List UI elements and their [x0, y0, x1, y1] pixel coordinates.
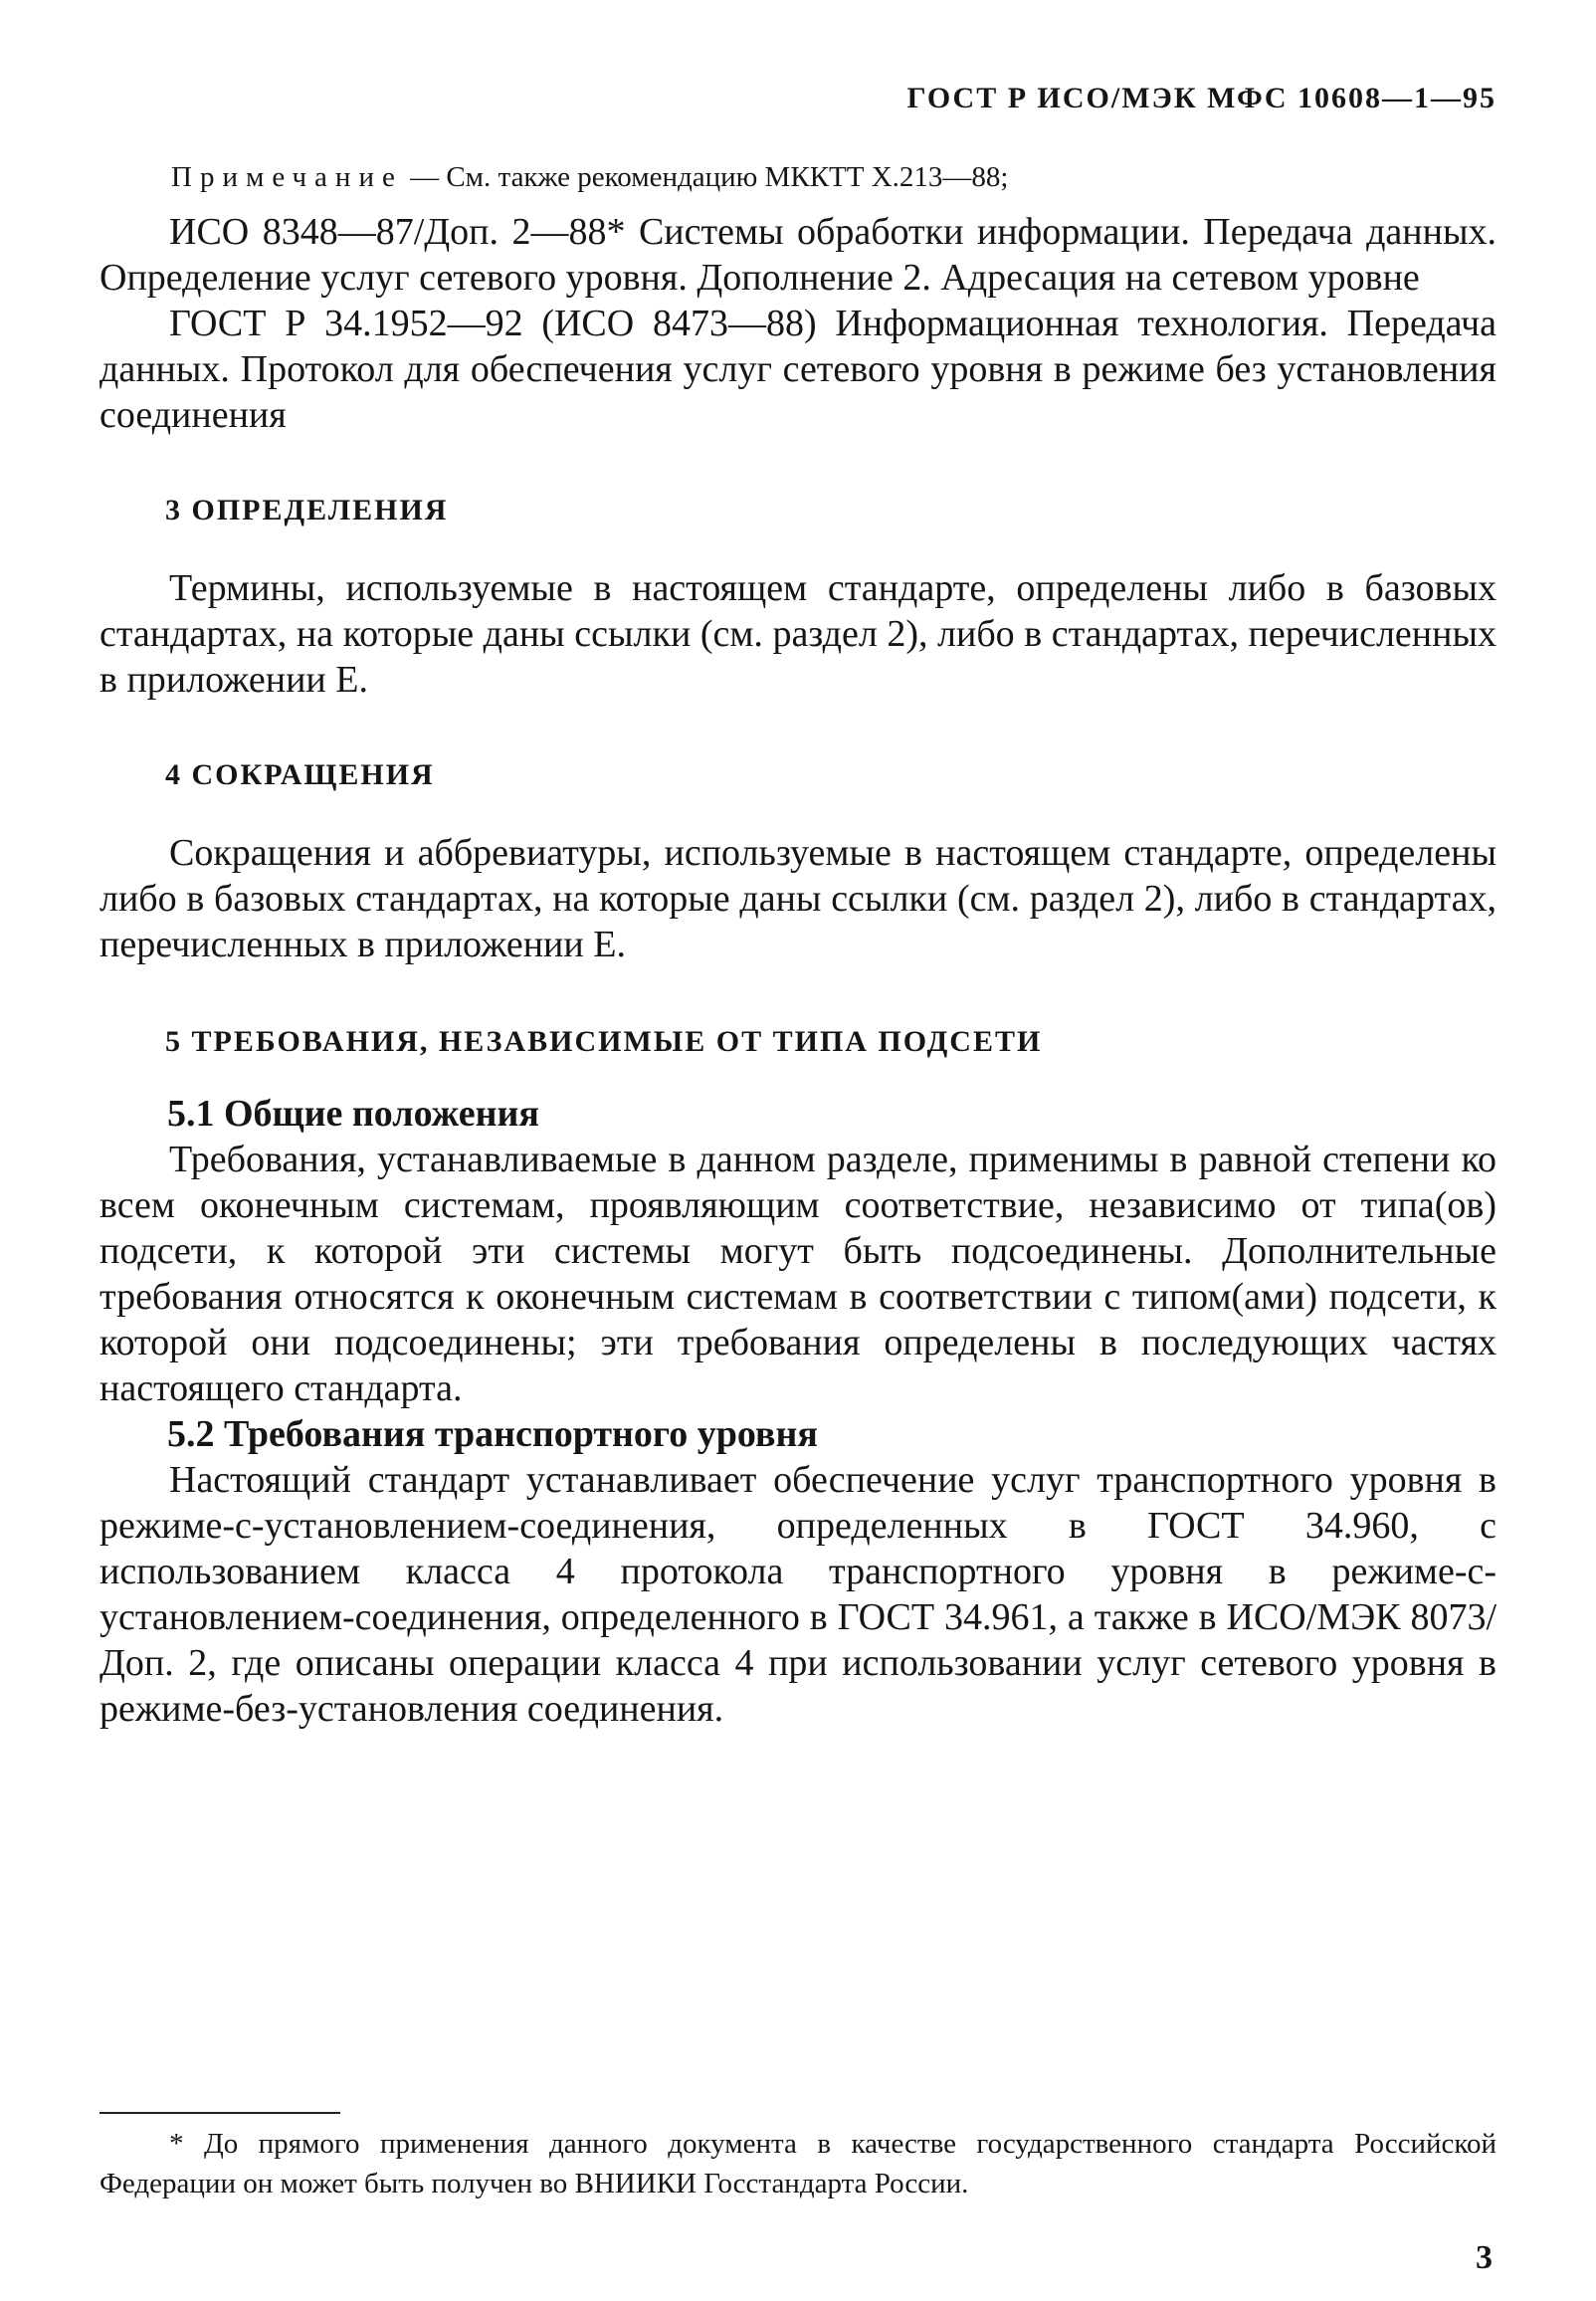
section-3-heading: 3 ОПРЕДЕЛЕНИЯ — [165, 494, 449, 526]
subsection-5-1-heading: 5.1 Общие положения — [167, 1093, 539, 1135]
section-3-text: Термины, используемые в настоящем стандарте, определены либо в базовых стандартах, на которые даны ссылки (см. раздел 2), либо в стандартах, перечисленных в приложении Е. — [100, 567, 1496, 701]
footnote-divider — [100, 2112, 340, 2114]
note — [171, 159, 1496, 195]
note-text: — См. также рекомендацию МККТТ Х.213—88; — [402, 161, 1009, 193]
document-body — [100, 159, 1496, 1732]
reference-iso-8348: ИСО 8348—87/Доп. 2—88* Системы обработки информации. Передача данных. Определение услуг сетевого уровня. Дополнение 2. Адресация на сетевом уровне — [100, 211, 1496, 299]
document-header: ГОСТ Р ИСО/МЭК МФС 10608—1—95 — [906, 82, 1496, 114]
section-4-heading: 4 СОКРАЩЕНИЯ — [165, 758, 435, 791]
section-4-text: Сокращения и аббревиатуры, используемые в настоящем стандарте, определены либо в базовых стандартах, на которые даны ссылки (см. раздел 2), либо в стандартах, перечисленных в приложении Е. — [100, 832, 1496, 965]
subsection-5-2-heading: 5.2 Требования транспортного уровня — [167, 1413, 818, 1455]
note-lead: Примечание — [171, 161, 403, 193]
subsection-5-1-text: Требования, устанавливаемые в данном разделе, применимы в равной степени ко всем оконечным системам, проявляющим соответствие, независимо от типа(ов) подсети, к которой эти системы могут быть подсоединены. Дополнительные требования относятся к оконечным системам в соответствии с типом(ами) подсети, к которой они подсоединены; эти требования определены в последующих частях настоящего стандарта. — [100, 1139, 1496, 1409]
subsection-5-2-text: Настоящий стандарт устанавливает обеспечение услуг транспортного уровня в режиме-с-установлением-соединения, определенных в ГОСТ 34.960, с использованием класса 4 протокола транспортного уровня в режиме-с-установлением-соединения, определенного в ГОСТ 34.961, а также в ИСО/МЭК 8073/Доп. 2, где описаны операции класса 4 при использовании услуг сетевого уровня в режиме-без-установления соединения. — [100, 1459, 1496, 1730]
page-number: 3 — [1476, 2239, 1493, 2276]
footnote: * До прямого применения данного документа в качестве государственного стандарта Российской Федерации он может быть получен во ВНИИКИ Госстандарта России. — [100, 2128, 1496, 2199]
reference-gost-34-1952: ГОСТ Р 34.1952—92 (ИСО 8473—88) Информационная технология. Передача данных. Протокол для обеспечения услуг сетевого уровня в режиме без установления соединения — [100, 303, 1496, 436]
section-5-heading: 5 ТРЕБОВАНИЯ, НЕЗАВИСИМЫЕ ОТ ТИПА ПОДСЕТИ — [165, 1025, 1043, 1058]
